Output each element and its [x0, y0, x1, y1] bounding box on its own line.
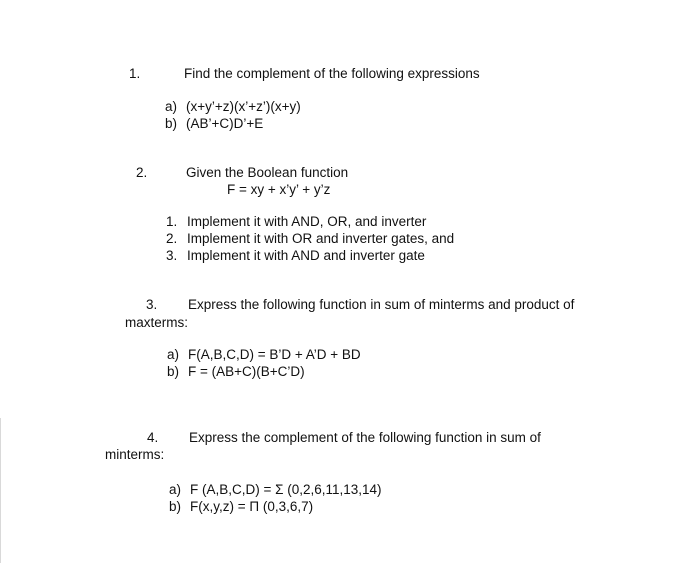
- q3-item-a-marker: a): [167, 347, 180, 362]
- q2-number: 2.: [136, 165, 148, 180]
- q2-item-3-marker: 3.: [166, 248, 178, 263]
- page-edge-line: [0, 418, 1, 563]
- q1-item-b-marker: b): [165, 116, 178, 131]
- q3-number: 3.: [146, 297, 158, 312]
- q4-prompt-line2: minterms:: [105, 447, 165, 462]
- q1-prompt: Find the complement of the following expressions: [184, 66, 480, 81]
- q2-item-1-marker: 1.: [166, 214, 178, 229]
- q4-item-b-marker: b): [169, 499, 182, 514]
- q3-item-b-marker: b): [167, 364, 180, 379]
- q1-number: 1.: [129, 66, 141, 81]
- q4-item-a-marker: a): [169, 482, 182, 497]
- q2-function: F = xy + x’y’ + y’z: [227, 182, 331, 197]
- q2-item-2-text: Implement it with OR and inverter gates, and: [187, 231, 455, 246]
- q1-item-a-text: (x+y’+z)(x’+z’)(x+y): [186, 99, 301, 114]
- q2-item-1-text: Implement it with AND, OR, and inverter: [187, 214, 427, 229]
- q2-item-2-marker: 2.: [166, 231, 178, 246]
- q3-item-b-text: F = (AB+C)(B+C’D): [188, 364, 305, 379]
- q4-item-b-text: F(x,y,z) = Π (0,3,6,7): [190, 499, 314, 514]
- q4-prompt-line1: Express the complement of the following function in sum of: [189, 430, 541, 445]
- q3-item-a-text: F(A,B,C,D) = B’D + A’D + BD: [188, 347, 361, 362]
- q2-item-3-text: Implement it with AND and inverter gate: [187, 248, 425, 263]
- q2-prompt: Given the Boolean function: [186, 165, 349, 180]
- q1-item-a-marker: a): [165, 99, 178, 114]
- q3-prompt-line2: maxterms:: [125, 315, 189, 330]
- q4-item-a-text: F (A,B,C,D) = Σ (0,2,6,11,13,14): [190, 482, 382, 497]
- q3-prompt-line1: Express the following function in sum of minterms and product of: [188, 297, 575, 312]
- q4-number: 4.: [147, 430, 159, 445]
- q1-item-b-text: (AB’+C)D’+E: [186, 116, 264, 131]
